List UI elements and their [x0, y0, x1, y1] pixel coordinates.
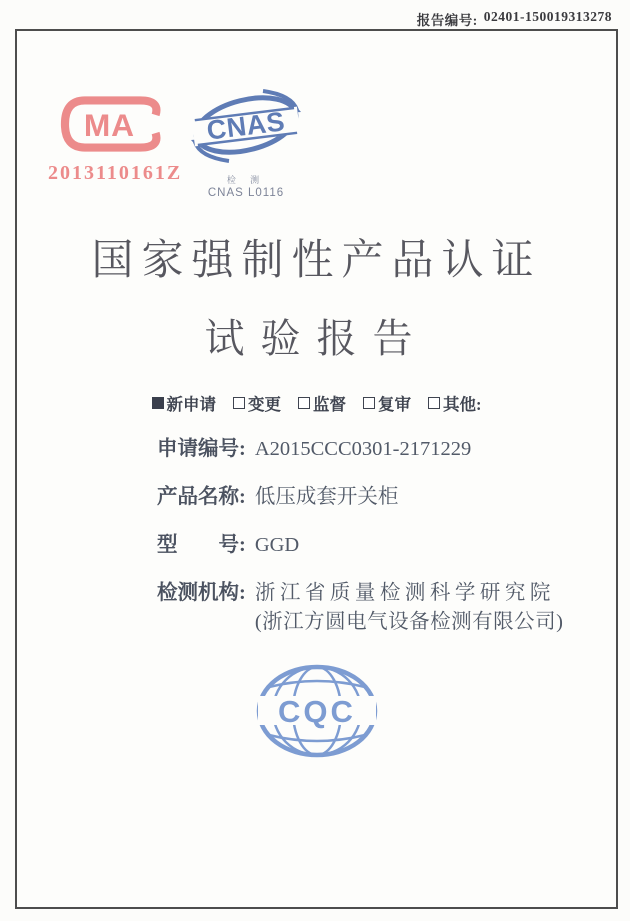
- field-label: 型 号:: [157, 534, 246, 556]
- checkbox-supervision: [298, 391, 346, 415]
- report-number-label: 报告编号:: [416, 13, 478, 28]
- checkbox-label: 其他:: [443, 395, 482, 414]
- cnas-logo-icon: [189, 87, 303, 167]
- cqc-globe-icon: [255, 663, 379, 759]
- field-product-name: [157, 483, 563, 512]
- field-application-number: [157, 435, 563, 464]
- checkbox-label: 新申请: [166, 395, 216, 414]
- checkbox-new-application: [152, 391, 217, 415]
- checkbox-change: [233, 391, 281, 415]
- checkbox-icon: [428, 397, 440, 409]
- field-label: 申请编号:: [157, 438, 246, 460]
- report-number-value: 02401-150019313278: [483, 9, 612, 24]
- checkbox-icon: [298, 397, 310, 409]
- checkbox-icon: [233, 397, 245, 409]
- svg-text:MA: MA: [83, 106, 135, 143]
- cma-certificate-number: 2013110161Z: [48, 162, 183, 184]
- testing-org-line2: (浙江方圆电气设备检测有限公司): [254, 611, 564, 633]
- field-label: 检测机构:: [157, 582, 246, 604]
- cma-accreditation-block: [48, 95, 183, 185]
- cma-logo-icon: [52, 95, 174, 153]
- document-border-frame: [15, 29, 618, 909]
- form-fields: [157, 435, 563, 656]
- field-value: 低压成套开关柜: [254, 486, 399, 508]
- document-subtitle: 试验报告: [204, 316, 429, 361]
- field-model: [157, 531, 563, 560]
- checkbox-review: [363, 391, 411, 415]
- cnas-accreditation-block: [187, 87, 305, 199]
- checkbox-label: 复审: [378, 395, 411, 414]
- cqc-logo-block: [17, 663, 616, 764]
- svg-text:CNAS: CNAS: [205, 106, 287, 146]
- field-value: A2015CCC0301-2171229: [254, 438, 472, 460]
- field-value: GGD: [254, 534, 300, 556]
- report-number: [417, 9, 612, 29]
- svg-text:CQC: CQC: [277, 694, 356, 729]
- field-testing-organization: [157, 579, 563, 637]
- document-title: 国家强制性产品认证: [91, 238, 542, 284]
- field-label: 产品名称:: [157, 486, 246, 508]
- cnas-caption: 检 测: [226, 175, 266, 185]
- checkbox-other: [428, 391, 482, 415]
- checkbox-label: 变更: [248, 395, 281, 414]
- checkbox-icon: [363, 397, 375, 409]
- cnas-accreditation-code: CNAS L0116: [207, 187, 285, 199]
- checkbox-label: 监督: [313, 395, 346, 414]
- field-value: [255, 579, 564, 637]
- checkbox-icon: [152, 397, 164, 409]
- testing-org-line1: 浙江省质量检测科学研究院: [254, 582, 555, 604]
- application-type-row: [17, 391, 616, 415]
